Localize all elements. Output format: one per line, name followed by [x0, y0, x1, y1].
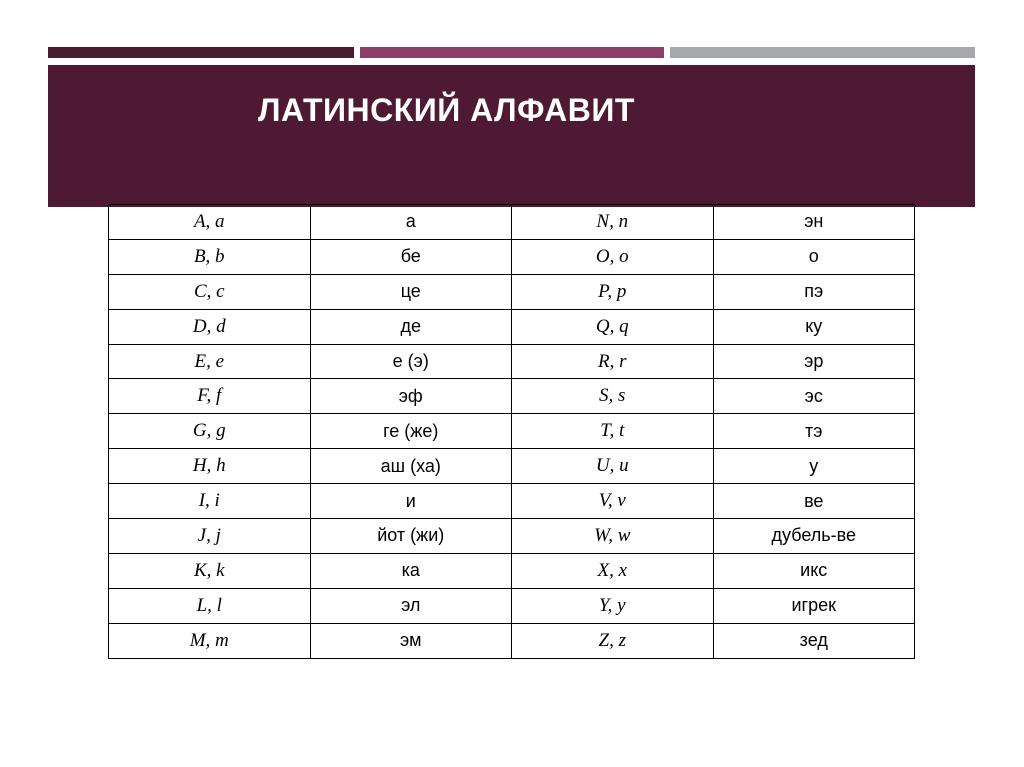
letter-name-cell: игрек	[713, 588, 915, 623]
letter-name-cell: эф	[310, 379, 512, 414]
letter-name-cell: эр	[713, 344, 915, 379]
letter-name-cell: ге (же)	[310, 414, 512, 449]
table-row	[109, 414, 915, 449]
latin-letter-cell: L, l	[109, 588, 311, 623]
accent-bar-magenta	[360, 47, 664, 58]
letter-name-cell: дубель-ве	[713, 519, 915, 554]
letter-name-cell: тэ	[713, 414, 915, 449]
latin-letter-cell: K, k	[109, 553, 311, 588]
latin-letter-cell: Y, y	[512, 588, 714, 623]
table-row	[109, 588, 915, 623]
table-row	[109, 484, 915, 519]
latin-letter-cell: V, v	[512, 484, 714, 519]
slide-title: ЛАТИНСКИЙ АЛФАВИТ	[258, 92, 635, 128]
title-band	[48, 65, 975, 207]
accent-bar-gray	[670, 47, 975, 58]
latin-letter-cell: O, o	[512, 239, 714, 274]
latin-letter-cell: I, i	[109, 484, 311, 519]
latin-letter-cell: P, p	[512, 274, 714, 309]
accent-bar-dark	[48, 47, 354, 58]
letter-name-cell: ку	[713, 309, 915, 344]
latin-letter-cell: F, f	[109, 379, 311, 414]
letter-name-cell: це	[310, 274, 512, 309]
table-row	[109, 553, 915, 588]
latin-letter-cell: B, b	[109, 239, 311, 274]
letter-name-cell: эс	[713, 379, 915, 414]
letter-name-cell: бе	[310, 239, 512, 274]
table-row	[109, 274, 915, 309]
alphabet-table-body	[109, 205, 915, 659]
latin-letter-cell: G, g	[109, 414, 311, 449]
letter-name-cell: де	[310, 309, 512, 344]
latin-letter-cell: Z, z	[512, 623, 714, 658]
table-row	[109, 239, 915, 274]
letter-name-cell: зед	[713, 623, 915, 658]
table-row	[109, 449, 915, 484]
table-row	[109, 344, 915, 379]
latin-letter-cell: W, w	[512, 519, 714, 554]
letter-name-cell: а	[310, 205, 512, 240]
table-row	[109, 205, 915, 240]
latin-letter-cell: X, x	[512, 553, 714, 588]
latin-letter-cell: J, j	[109, 519, 311, 554]
latin-letter-cell: A, a	[109, 205, 311, 240]
table-row	[109, 379, 915, 414]
letter-name-cell: и	[310, 484, 512, 519]
letter-name-cell: у	[713, 449, 915, 484]
letter-name-cell: ве	[713, 484, 915, 519]
letter-name-cell: эн	[713, 205, 915, 240]
letter-name-cell: аш (ха)	[310, 449, 512, 484]
letter-name-cell: е (э)	[310, 344, 512, 379]
latin-letter-cell: C, c	[109, 274, 311, 309]
latin-letter-cell: R, r	[512, 344, 714, 379]
letter-name-cell: пэ	[713, 274, 915, 309]
latin-letter-cell: D, d	[109, 309, 311, 344]
latin-letter-cell: U, u	[512, 449, 714, 484]
latin-letter-cell: Q, q	[512, 309, 714, 344]
letter-name-cell: ка	[310, 553, 512, 588]
latin-letter-cell: T, t	[512, 414, 714, 449]
letter-name-cell: о	[713, 239, 915, 274]
letter-name-cell: йот (жи)	[310, 519, 512, 554]
table-row	[109, 623, 915, 658]
table-row	[109, 519, 915, 554]
letter-name-cell: эл	[310, 588, 512, 623]
letter-name-cell: эм	[310, 623, 512, 658]
latin-letter-cell: M, m	[109, 623, 311, 658]
letter-name-cell: икс	[713, 553, 915, 588]
latin-letter-cell: E, e	[109, 344, 311, 379]
alphabet-table	[108, 204, 915, 659]
latin-letter-cell: N, n	[512, 205, 714, 240]
table-row	[109, 309, 915, 344]
latin-letter-cell: S, s	[512, 379, 714, 414]
latin-letter-cell: H, h	[109, 449, 311, 484]
